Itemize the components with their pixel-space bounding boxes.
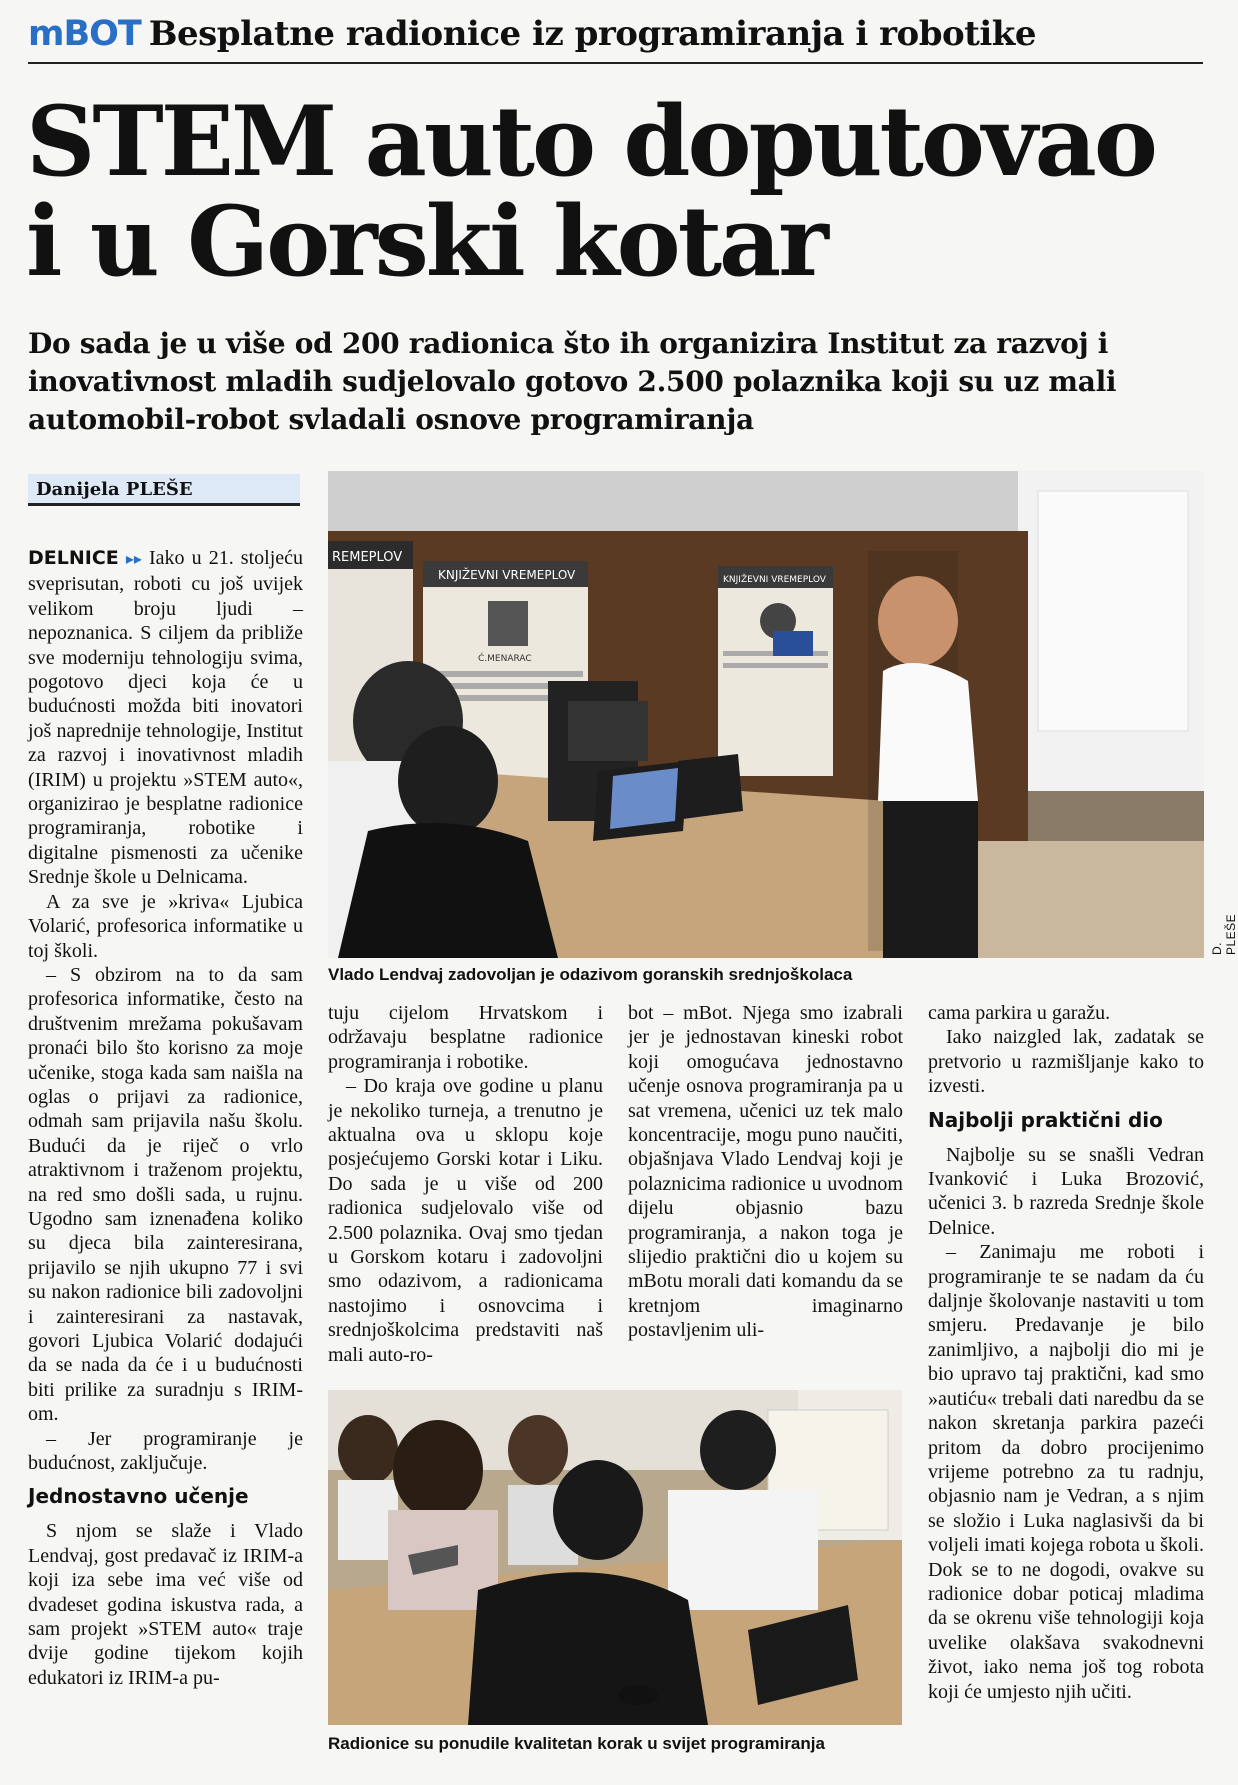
deck: Do sada je u više od 200 radionica što ih organizira Institut za razvoj i inovativnost mladih sudjelovalo gotovo 2.500 polaznika koji su uz mali automobil-robot svladali osnove programiranja [28,327,1117,436]
column-1 [28,546,303,1690]
column1-p1: Iako u 21. stoljeću sveprisutan, roboti cu još uvijek velikom broju ljudi – nepoznanica. S ciljem da približe sve moderniju tehnologiju svima, pogotovo djeci koja će u budućnosti možda biti inovatori još naprednije tehnologije, Institut za razvoj i inovativnost mladih (IRIM) u projektu »STEM auto«, organizirao je besplatne radionice programiranja, robotike i digitalne pismenosti za učenike Srednje škole u Delnicama. [28,547,304,889]
poster-label-right: KNJIŽEVNI VREMEPLOV [723,575,826,585]
photo-credit: D. PLEŠE [1210,913,1238,955]
photo-lecturer-image [328,471,1204,958]
column1-p2: A za sve je »kriva« Ljubica Volarić, profesorica informatike u toj školi. [28,890,303,962]
column1-p3: – S obzirom na to da sam profesorica informatike, često na društvenim mrežama pokušavam pronaći bilo što korisno za moje učenike, stoga kada sam naišla na oglas o prijavi za radionice, odmah sam prijavila našu školu. Budući da je riječ o vrlo atraktivnom i traženom projektu, na red smo došli sada, u rujnu. Ugodno sam iznenađena koliko su djeca bila zainteresirana, prijavilo se njih ukupno 77 i svi su nakon radionice bili zadovoljni i zainteresirani za nastavak, govori Ljubica Volarić dodajući da se nada da će i u budućnosti biti prilike za suradnju s IRIM-om. [28,963,303,1426]
photo-students [328,1390,902,1725]
subhead-najbolji: Najbolji praktični dio [928,1107,1163,1132]
column4-p4: – Zanimaju me roboti i programiranje te se nadam da ću daljnje školovanje nastaviti u tom smjeru. Predavanje je bilo zanimljivo, a najbolji dio mi je bio upravo taj praktični, kad smo »autiću« trebali dati naredbu da se nakon skretanja parkira pazeći pritom da dobro procijenimo vrijeme potrebno za tu radnju, objasnio nam je Vedran, a s njim se složio i Luka naglasivši da bi voljeli imati kojega robota u školi. Dok se to ne dogodi, ovakve su radionice dobar poticaj mladima da se okrenu više tehnologiji koja uvelike olakšava svakodnevni život, iako nema još tog robota koji će umjesto njih učiti. [928,1241,1204,1703]
column3-p1: bot – mBot. Njega smo izabrali jer je jednostavan kineski robot koji omogućava jednostavno učenje osnova programiranja pa u sat vremena, učenici uz tek malo koncentracije, mogu puno naučiti, objašnjava Vlado Lendvaj koji je polaznicima radionice u uvodnom dijelu objasnio bazu programiranja, a nakon toga je slijedio praktični dio u kojem su mBotu morali dati komandu da se kretnjom imaginarno postavljenim uli- [628,1002,903,1342]
photo-students-image [328,1390,902,1725]
subhead-jednostavno: Jednostavno učenje [28,1484,249,1509]
column4-p1: cama parkira u garažu. [928,1002,1111,1024]
poster-label-short: REMEPLOV [332,550,403,565]
photo-lecturer [328,471,1204,958]
headline-line1: STEM auto doputovao [26,85,1155,198]
kicker [28,14,1203,64]
kicker-brand: mBOT [28,14,141,54]
column-2 [328,1001,603,1367]
byline: Danijela PLEŠE [28,474,300,506]
poster-label-left: KNJIŽEVNI VREMEPLOV [438,568,576,582]
headline-line2: i u Gorski kotar [26,185,826,298]
headline [26,85,1206,298]
column1-p5: S njom se slaže i Vlado Lendvaj, gost predavač iz IRIM-a koji iza sebe ima već više od dvadeset godina iskustva rada, a sam projekt »STEM auto« traje dvije godine tijekom kojih edukatori iz IRIM-a pu- [28,1520,303,1689]
dateline-arrow-icon: ▸▸ [125,551,142,568]
photo-lecturer-caption: Vlado Lendvaj zadovoljan je odazivom goranskih srednjoškolaca [328,965,853,984]
poster-name: Ć.MENARAC [478,654,532,664]
column-4 [928,1001,1204,1704]
column1-p4: – Jer programiranje je budućnost, zaključuje. [28,1427,303,1475]
column4-p2: Iako naizgled lak, zadatak se pretvorio u razmišljanje kako to izvesti. [928,1026,1204,1098]
column4-p3: Najbolje su se snašli Vedran Ivanković i Luka Brozović, učenici 3. b razreda Srednje škole Delnice. [928,1143,1204,1239]
dateline: DELNICE [28,547,119,569]
column2-p2: – Do kraja ove godine u planu je nekoliko turneja, a trenutno je aktualna ova u sklopu koje posjećujemo Gorski kotar i Liku. Do sada je u više od 200 radionica sudjelovalo više od 2.500 polaznika. Ovaj smo tjedan u Gorskom kotaru i zadovoljni smo odazivom, a radionicama nastojimo i osnovcima i srednjoškolcima predstaviti naš mali auto-ro- [328,1075,603,1366]
column2-p1: tuju cijelom Hrvatskom i održavaju besplatne radionice programiranja i robotike. [328,1002,603,1073]
column-3 [628,1001,903,1343]
kicker-text: Besplatne radionice iz programiranja i robotike [148,14,1036,54]
photo-students-caption: Radionice su ponudile kvalitetan korak u svijet programiranja [328,1734,825,1753]
